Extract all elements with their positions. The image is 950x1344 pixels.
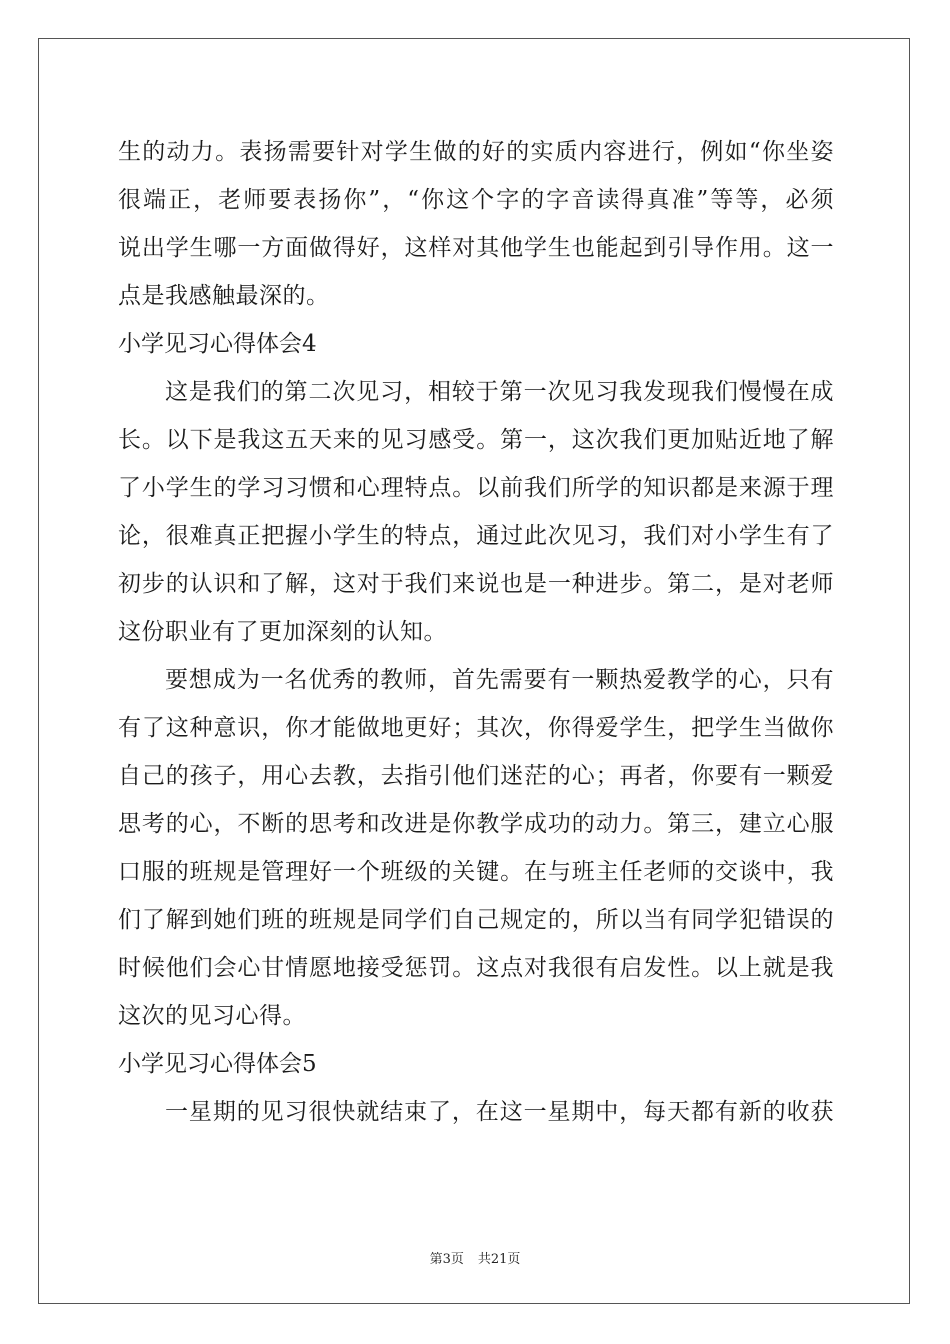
text-line: 要想成为一名优秀的教师，首先需要有一颗热爱教学的心，只有: [165, 667, 834, 693]
text-line: 思考的心，不断的思考和改进是你教学成功的动力。第三，建立心服: [118, 811, 834, 837]
section-heading: 小学见习心得体会5: [118, 1051, 317, 1077]
paragraph: [118, 368, 834, 656]
text-line: 长。以下是我这五天来的见习感受。第一，这次我们更加贴近地了解: [118, 427, 834, 453]
document-body: [118, 128, 834, 1136]
page-number: 第3页: [429, 1252, 464, 1267]
section-heading: 小学见习心得体会4: [118, 331, 317, 357]
text-line: 这份职业有了更加深刻的认知。: [118, 619, 447, 645]
paragraph: [118, 128, 834, 320]
text-line: 自己的孩子，用心去教，去指引他们迷茫的心；再者，你要有一颗爱: [118, 763, 834, 789]
text-line: 点是我感触最深的。: [118, 283, 330, 309]
page-total: 共21页: [477, 1252, 521, 1267]
text-line: 一星期的见习很快就结束了，在这一星期中，每天都有新的收获: [165, 1099, 834, 1125]
text-line: 这次的见习心得。: [118, 1003, 306, 1029]
page-footer: [0, 1248, 950, 1267]
text-line: 们了解到她们班的班规是同学们自己规定的，所以当有同学犯错误的: [118, 907, 834, 933]
text-line: 了小学生的学习习惯和心理特点。以前我们所学的知识都是来源于理: [118, 475, 834, 501]
text-line: 论，很难真正把握小学生的特点，通过此次见习，我们对小学生有了: [118, 523, 834, 549]
text-line: 口服的班规是管理好一个班级的关键。在与班主任老师的交谈中，我: [118, 859, 834, 885]
text-line: 初步的认识和了解，这对于我们来说也是一种进步。第二，是对老师: [118, 571, 834, 597]
text-line: 很端正，老师要表扬你”，“你这个字的字音读得真准”等等，必须: [118, 187, 834, 213]
text-line: 有了这种意识，你才能做地更好；其次，你得爱学生，把学生当做你: [118, 715, 834, 741]
paragraph: [118, 1088, 834, 1136]
text-line: 说出学生哪一方面做得好，这样对其他学生也能起到引导作用。这一: [118, 235, 834, 261]
text-line: 这是我们的第二次见习，相较于第一次见习我发现我们慢慢在成: [165, 379, 834, 405]
paragraph: [118, 656, 834, 1040]
text-line: 时候他们会心甘情愿地接受惩罚。这点对我很有启发性。以上就是我: [118, 955, 834, 981]
text-line: 生的动力。表扬需要针对学生做的好的实质内容进行，例如“你坐姿: [118, 139, 834, 165]
